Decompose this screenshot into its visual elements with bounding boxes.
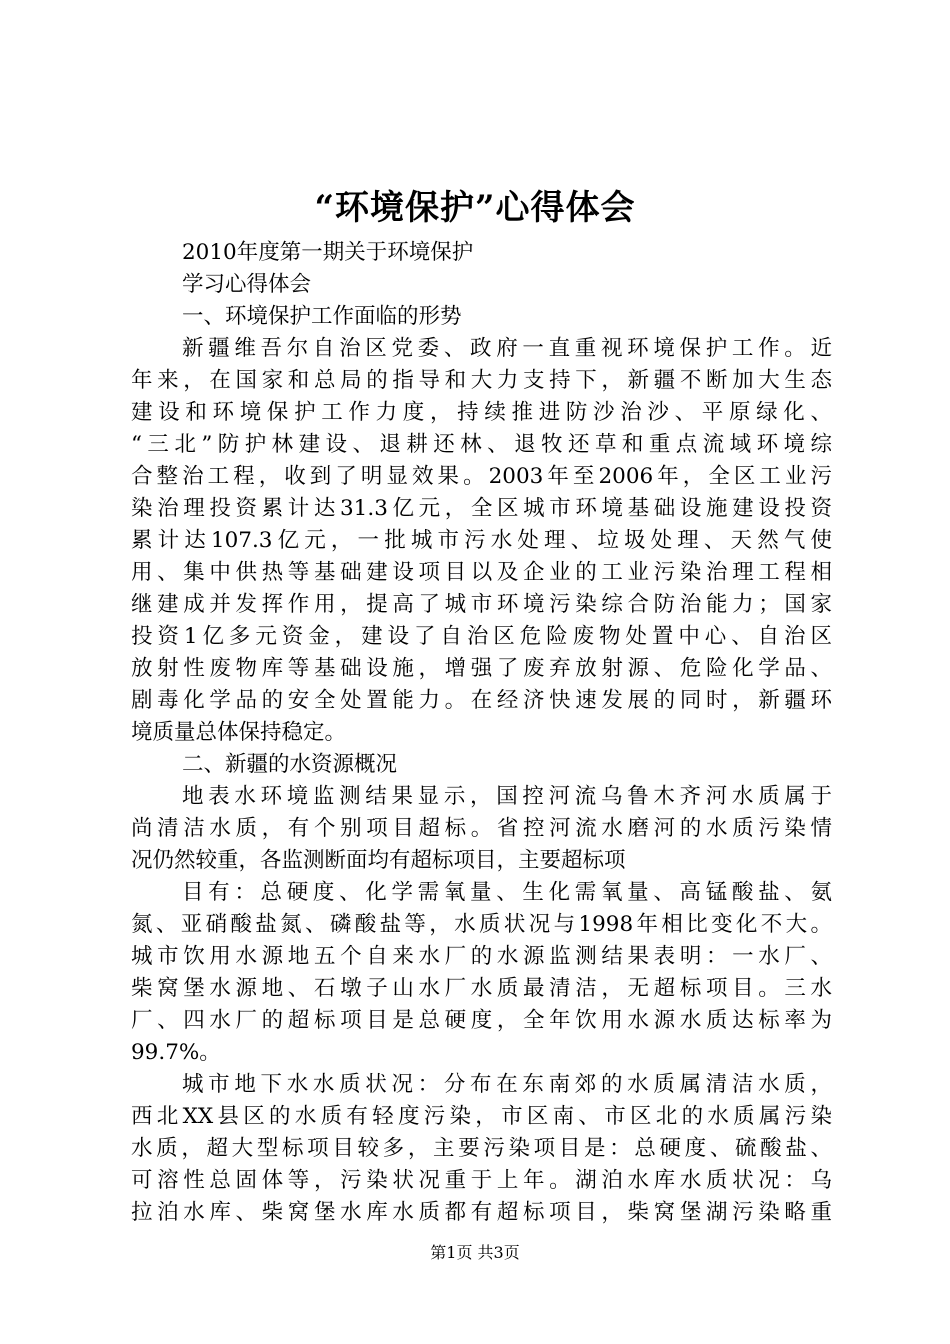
paragraph-line: 二、新疆的水资源概况	[182, 752, 398, 777]
paragraph-line: 西北XX县区的水质有轻度污染，市区南、市区北的水质属污染	[131, 1104, 832, 1129]
paragraph-line: 目有：总硬度、化学需氧量、生化需氧量、高锰酸盐、氨	[182, 880, 832, 905]
paragraph-line: 地表水环境监测结果显示，国控河流乌鲁木齐河水质属于	[182, 784, 832, 809]
paragraph-line: 剧毒化学品的安全处置能力。在经济快速发展的同时，新疆环	[131, 688, 832, 713]
paragraph-line: 城市饮用水源地五个自来水厂的水源监测结果表明：一水厂、	[131, 944, 832, 969]
paragraph-line: 2010年度第一期关于环境保护	[182, 240, 474, 265]
paragraph-line: 投资1亿多元资金，建设了自治区危险废物处置中心、自治区	[131, 624, 832, 649]
paragraph-line: 水质，超大型标项目较多，主要污染项目是：总硬度、硫酸盐、	[131, 1136, 832, 1161]
paragraph-line: 境质量总体保持稳定。	[131, 720, 347, 745]
paragraph-line: 新疆维吾尔自治区党委、政府一直重视环境保护工作。近	[182, 336, 832, 361]
paragraph-line: 继建成并发挥作用，提高了城市环境污染综合防治能力；国家	[131, 592, 832, 617]
paragraph-line: 用、集中供热等基础建设项目以及企业的工业污染治理工程相	[131, 560, 832, 585]
paragraph-line: 建设和环境保护工作力度，持续推进防沙治沙、平原绿化、	[131, 400, 832, 425]
paragraph-line: 学习心得体会	[182, 272, 312, 297]
paragraph-line: 年来，在国家和总局的指导和大力支持下，新疆不断加大生态	[131, 368, 832, 393]
paragraph-line: 尚清洁水质，有个别项目超标。省控河流水磨河的水质污染情	[131, 816, 832, 841]
paragraph-line: 合整治工程，收到了明显效果。2003年至2006年，全区工业污	[131, 464, 832, 489]
paragraph-line: 一、环境保护工作面临的形势	[182, 304, 462, 329]
paragraph-line: “三北”防护林建设、退耕还林、退牧还草和重点流域环境综	[131, 432, 832, 457]
paragraph-line: 况仍然较重，各监测断面均有超标项目，主要超标项	[131, 848, 626, 873]
paragraph-line: 拉泊水库、柴窝堡水库水质都有超标项目，柴窝堡湖污染略重	[131, 1200, 832, 1225]
paragraph-line: 99.7%。	[131, 1040, 221, 1065]
paragraph-line: 放射性废物库等基础设施，增强了废弃放射源、危险化学品、	[131, 656, 832, 681]
document-title: “环境保护”心得体会	[314, 188, 636, 228]
paragraph-line: 柴窝堡水源地、石墩子山水厂水质最清洁，无超标项目。三水	[131, 976, 832, 1001]
paragraph-line: 累计达107.3亿元，一批城市污水处理、垃圾处理、天然气使	[131, 528, 832, 553]
paragraph-line: 厂、四水厂的超标项目是总硬度，全年饮用水源水质达标率为	[131, 1008, 832, 1033]
paragraph-line: 可溶性总固体等，污染状况重于上年。湖泊水库水质状况：乌	[131, 1168, 832, 1193]
paragraph-line: 城市地下水水质状况：分布在东南郊的水质属清洁水质，	[182, 1072, 832, 1097]
paragraph-line: 染治理投资累计达31.3亿元，全区城市环境基础设施建设投资	[131, 496, 832, 521]
document-body	[131, 237, 832, 1229]
page-indicator: 第1页 共3页	[430, 1243, 520, 1262]
paragraph-line: 氮、亚硝酸盐氮、磷酸盐等，水质状况与1998年相比变化不大。	[131, 912, 832, 937]
